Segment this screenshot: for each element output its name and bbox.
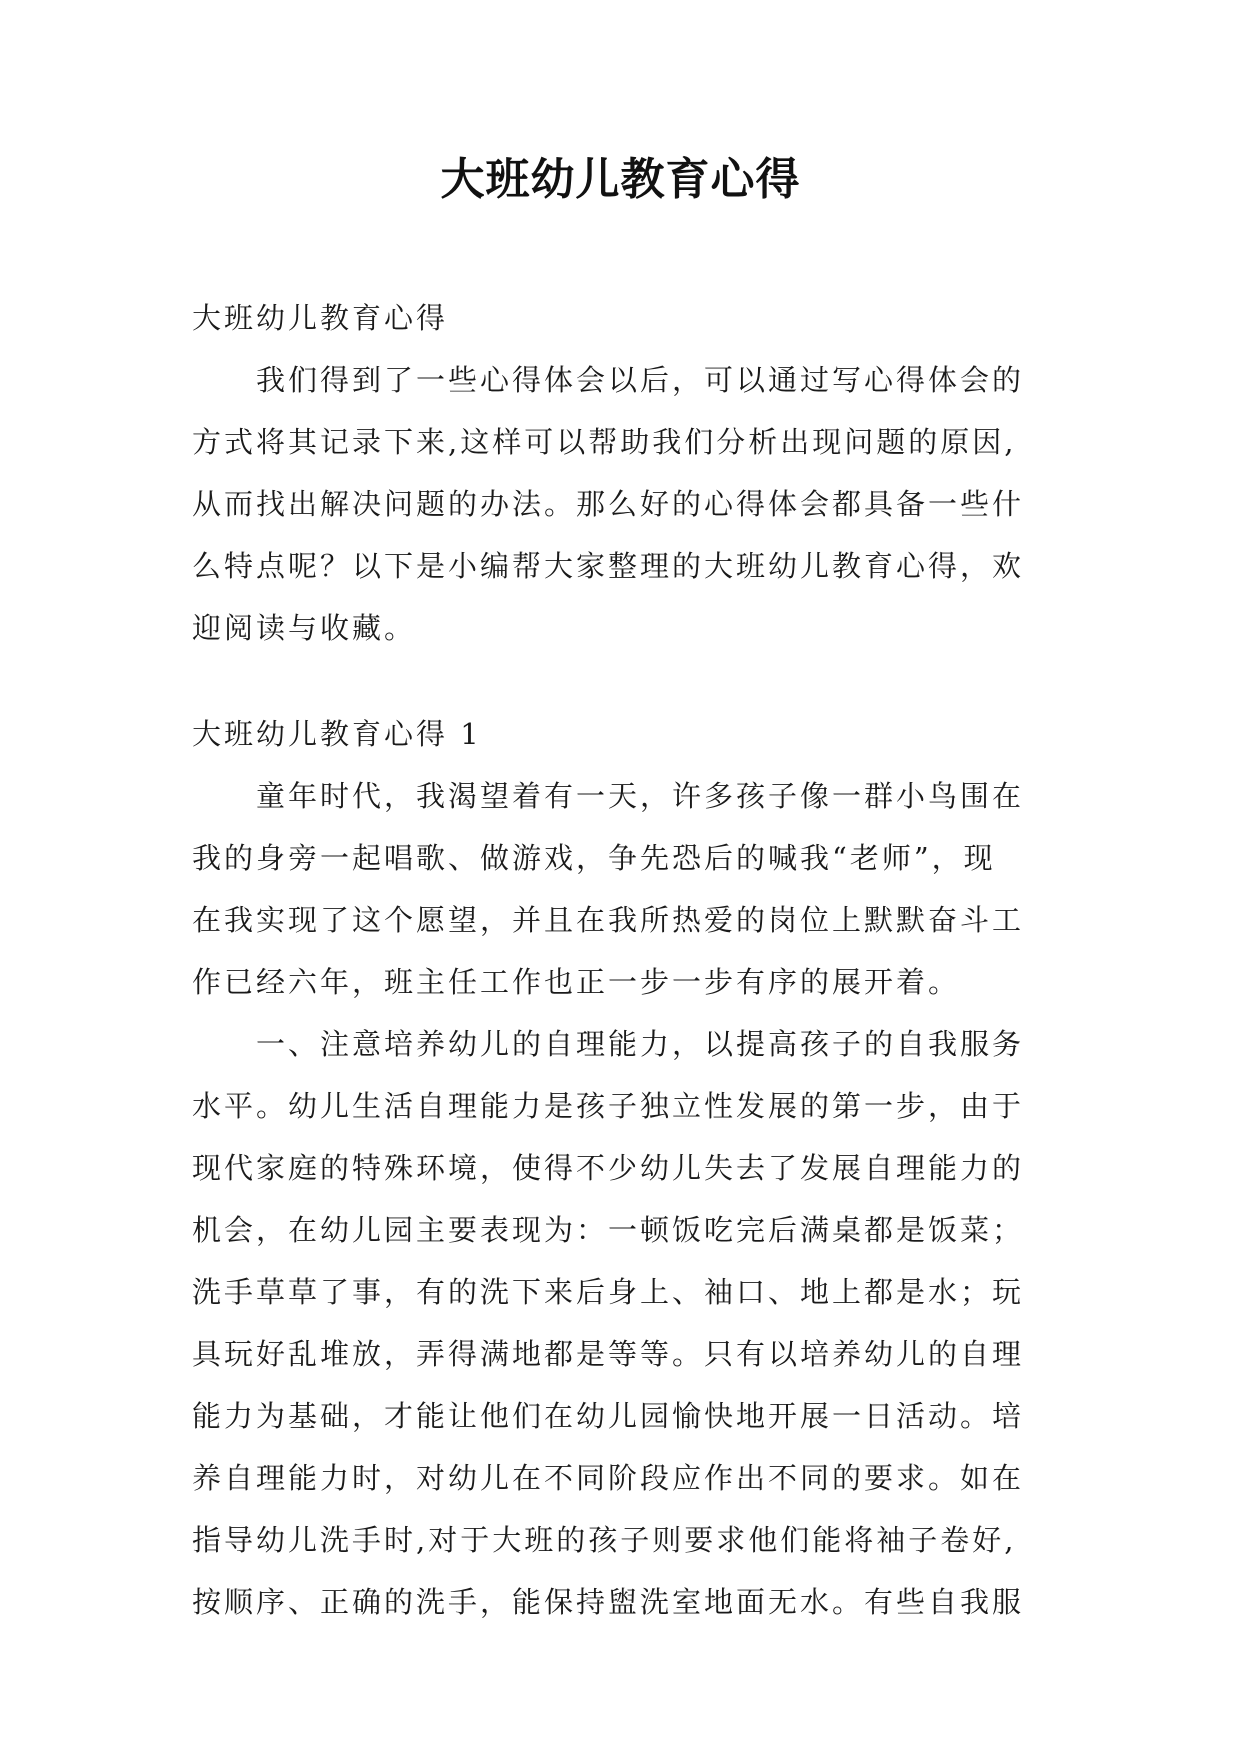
body-paragraph-line: 我的身旁一起唱歌、做游戏，争先恐后的喊我“老师”，现 xyxy=(192,841,996,875)
body-paragraph-line: 能力为基础，才能让他们在幼儿园愉快地开展一日活动。培 xyxy=(192,1399,1025,1433)
section-heading: 大班幼儿教育心得 1 xyxy=(192,717,482,751)
document-title: 大班幼儿教育心得 xyxy=(440,154,801,205)
body-paragraph-line: 机会，在幼儿园主要表现为：一顿饭吃完后满桌都是饭菜； xyxy=(192,1213,1025,1247)
body-paragraph-line: 作已经六年，班主任工作也正一步一步有序的展开着。 xyxy=(192,965,961,999)
intro-paragraph-line: 从而找出解决问题的办法。那么好的心得体会都具备一些什 xyxy=(192,487,1025,521)
body-paragraph-line: 指导幼儿洗手时,对于大班的孩子则要求他们能将袖子卷好, xyxy=(192,1523,1017,1557)
intro-heading: 大班幼儿教育心得 xyxy=(192,301,449,335)
intro-paragraph-line: 方式将其记录下来,这样可以帮助我们分析出现问题的原因, xyxy=(192,425,1017,459)
intro-paragraph-line: 迎阅读与收藏。 xyxy=(192,611,417,645)
body-paragraph-line: 洗手草草了事，有的洗下来后身上、袖口、地上都是水；玩 xyxy=(192,1275,1025,1309)
body-paragraph-line: 水平。幼儿生活自理能力是孩子独立性发展的第一步，由于 xyxy=(192,1089,1025,1123)
intro-paragraph-line: 么特点呢？以下是小编帮大家整理的大班幼儿教育心得，欢 xyxy=(192,549,1025,583)
body-paragraph-line: 一、注意培养幼儿的自理能力，以提高孩子的自我服务 xyxy=(192,1027,1025,1061)
section-gap xyxy=(192,659,1052,703)
body-paragraph-line: 按顺序、正确的洗手，能保持盥洗室地面无水。有些自我服 xyxy=(192,1585,1025,1619)
body-paragraph-line: 在我实现了这个愿望，并且在我所热爱的岗位上默默奋斗工 xyxy=(192,903,1025,937)
body-paragraph-line: 养自理能力时，对幼儿在不同阶段应作出不同的要求。如在 xyxy=(192,1461,1025,1495)
body-paragraph-line: 具玩好乱堆放，弄得满地都是等等。只有以培养幼儿的自理 xyxy=(192,1337,1025,1371)
body-paragraph-line: 现代家庭的特殊环境，使得不少幼儿失去了发展自理能力的 xyxy=(192,1151,1025,1185)
document-body xyxy=(192,287,1052,1633)
intro-paragraph-line: 我们得到了一些心得体会以后，可以通过写心得体会的 xyxy=(192,363,1025,397)
body-paragraph-line: 童年时代，我渴望着有一天，许多孩子像一群小鸟围在 xyxy=(192,779,1025,813)
